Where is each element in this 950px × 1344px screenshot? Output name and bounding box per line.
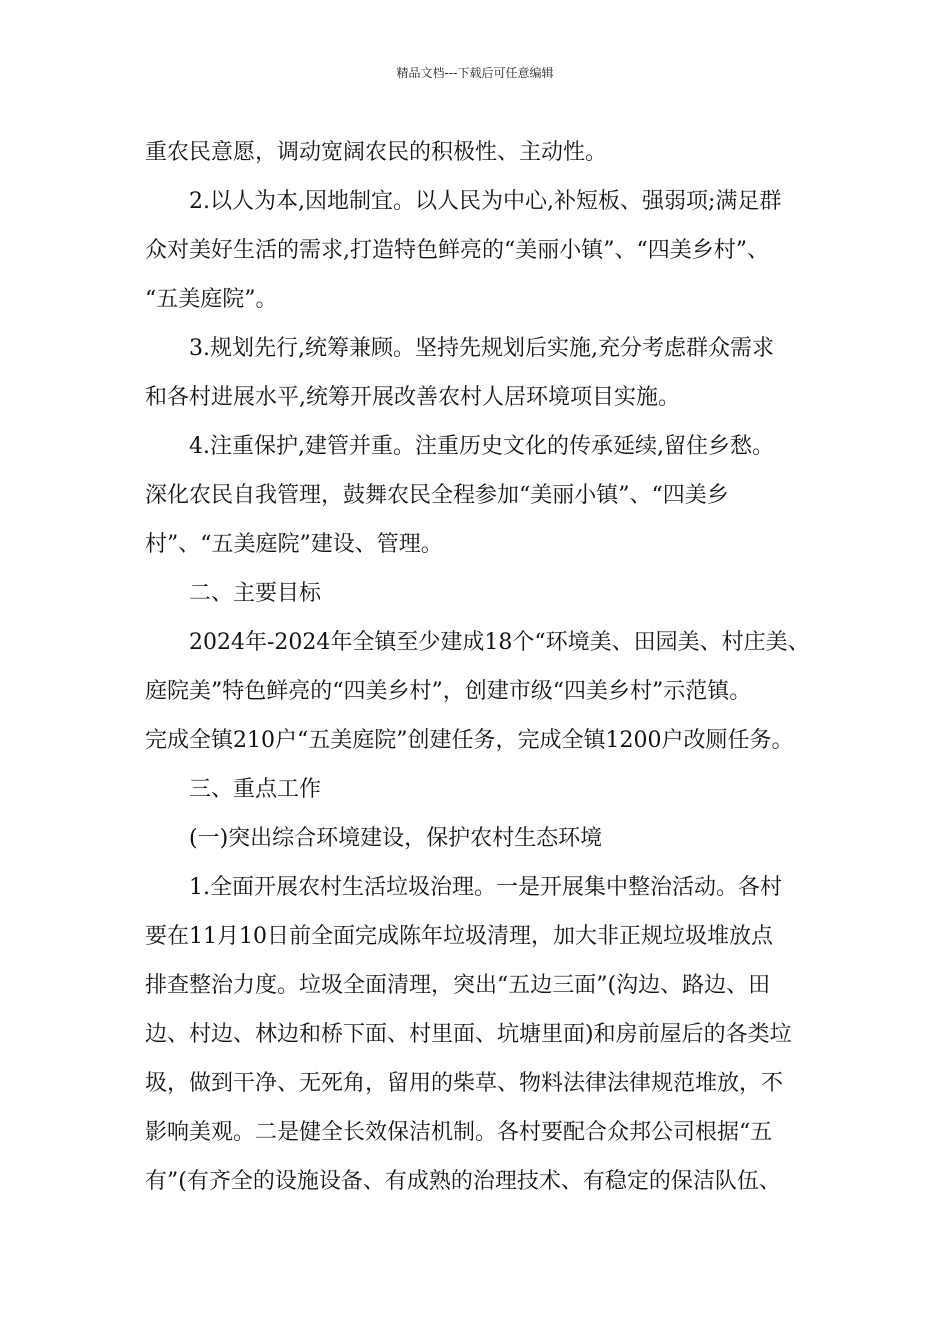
text-line: 1.全面开展农村生活垃圾治理。一是开展集中整治活动。各村 bbox=[189, 875, 782, 900]
text-line: 2.以人为本,因地制宜。以人民为中心,补短板、强弱项;满足群 bbox=[189, 189, 782, 214]
text-line: 重农民意愿，调动宽阔农民的积极性、主动性。 bbox=[145, 140, 608, 165]
text-line: 深化农民自我管理，鼓舞农民全程参加“美丽小镇”、“四美乡 bbox=[145, 483, 729, 508]
section-heading: 三、重点工作 bbox=[189, 777, 322, 802]
document-body bbox=[145, 128, 815, 1206]
text-line: 完成全镇210户“五美庭院”创建任务，完成全镇1200户改厕任务。 bbox=[145, 728, 794, 753]
text-line: 有”(有齐全的设施设备、有成熟的治理技术、有稳定的保洁队伍、 bbox=[145, 1169, 781, 1194]
subsection-heading: (一)突出综合环境建设，保护农村生态环境 bbox=[189, 826, 603, 851]
text-line: 影响美观。二是健全长效保洁机制。各村要配合众邦公司根据“五 bbox=[145, 1120, 773, 1145]
text-line: 村”、“五美庭院”建设、管理。 bbox=[145, 532, 443, 557]
page-header: 精品文档---下载后可任意编辑 bbox=[396, 66, 554, 80]
text-line: 4.注重保护,建管并重。注重历史文化的传承延续,留住乡愁。 bbox=[189, 434, 774, 459]
section-heading: 二、主要目标 bbox=[189, 581, 322, 606]
text-line: 和各村进展水平,统筹开展改善农村人居环境项目实施。 bbox=[145, 385, 680, 410]
text-line: 庭院美”特色鲜亮的“四美乡村”，创建市级“四美乡村”示范镇。 bbox=[145, 679, 752, 704]
text-line: 3.规划先行,统筹兼顾。坚持先规划后实施,充分考虑群众需求 bbox=[189, 336, 774, 361]
text-line: 圾，做到干净、无死角，留用的柴草、物料法律法律规范堆放，不 bbox=[145, 1071, 784, 1096]
text-line: 边、村边、林边和桥下面、村里面、坑塘里面)和房前屋后的各类垃 bbox=[145, 1022, 792, 1047]
text-line: 众对美好生活的需求,打造特色鲜亮的“美丽小镇”、“四美乡村”、 bbox=[145, 238, 769, 263]
text-line: 要在11月10日前全面完成陈年垃圾清理，加大非正规垃圾堆放点 bbox=[145, 924, 773, 949]
text-line: 2024年-2024年全镇至少建成18个“环境美、田园美、村庄美、 bbox=[189, 630, 810, 655]
text-line: “五美庭院”。 bbox=[145, 287, 278, 312]
text-line: 排查整治力度。垃圾全面清理，突出“五边三面”(沟边、路边、田 bbox=[145, 973, 771, 998]
